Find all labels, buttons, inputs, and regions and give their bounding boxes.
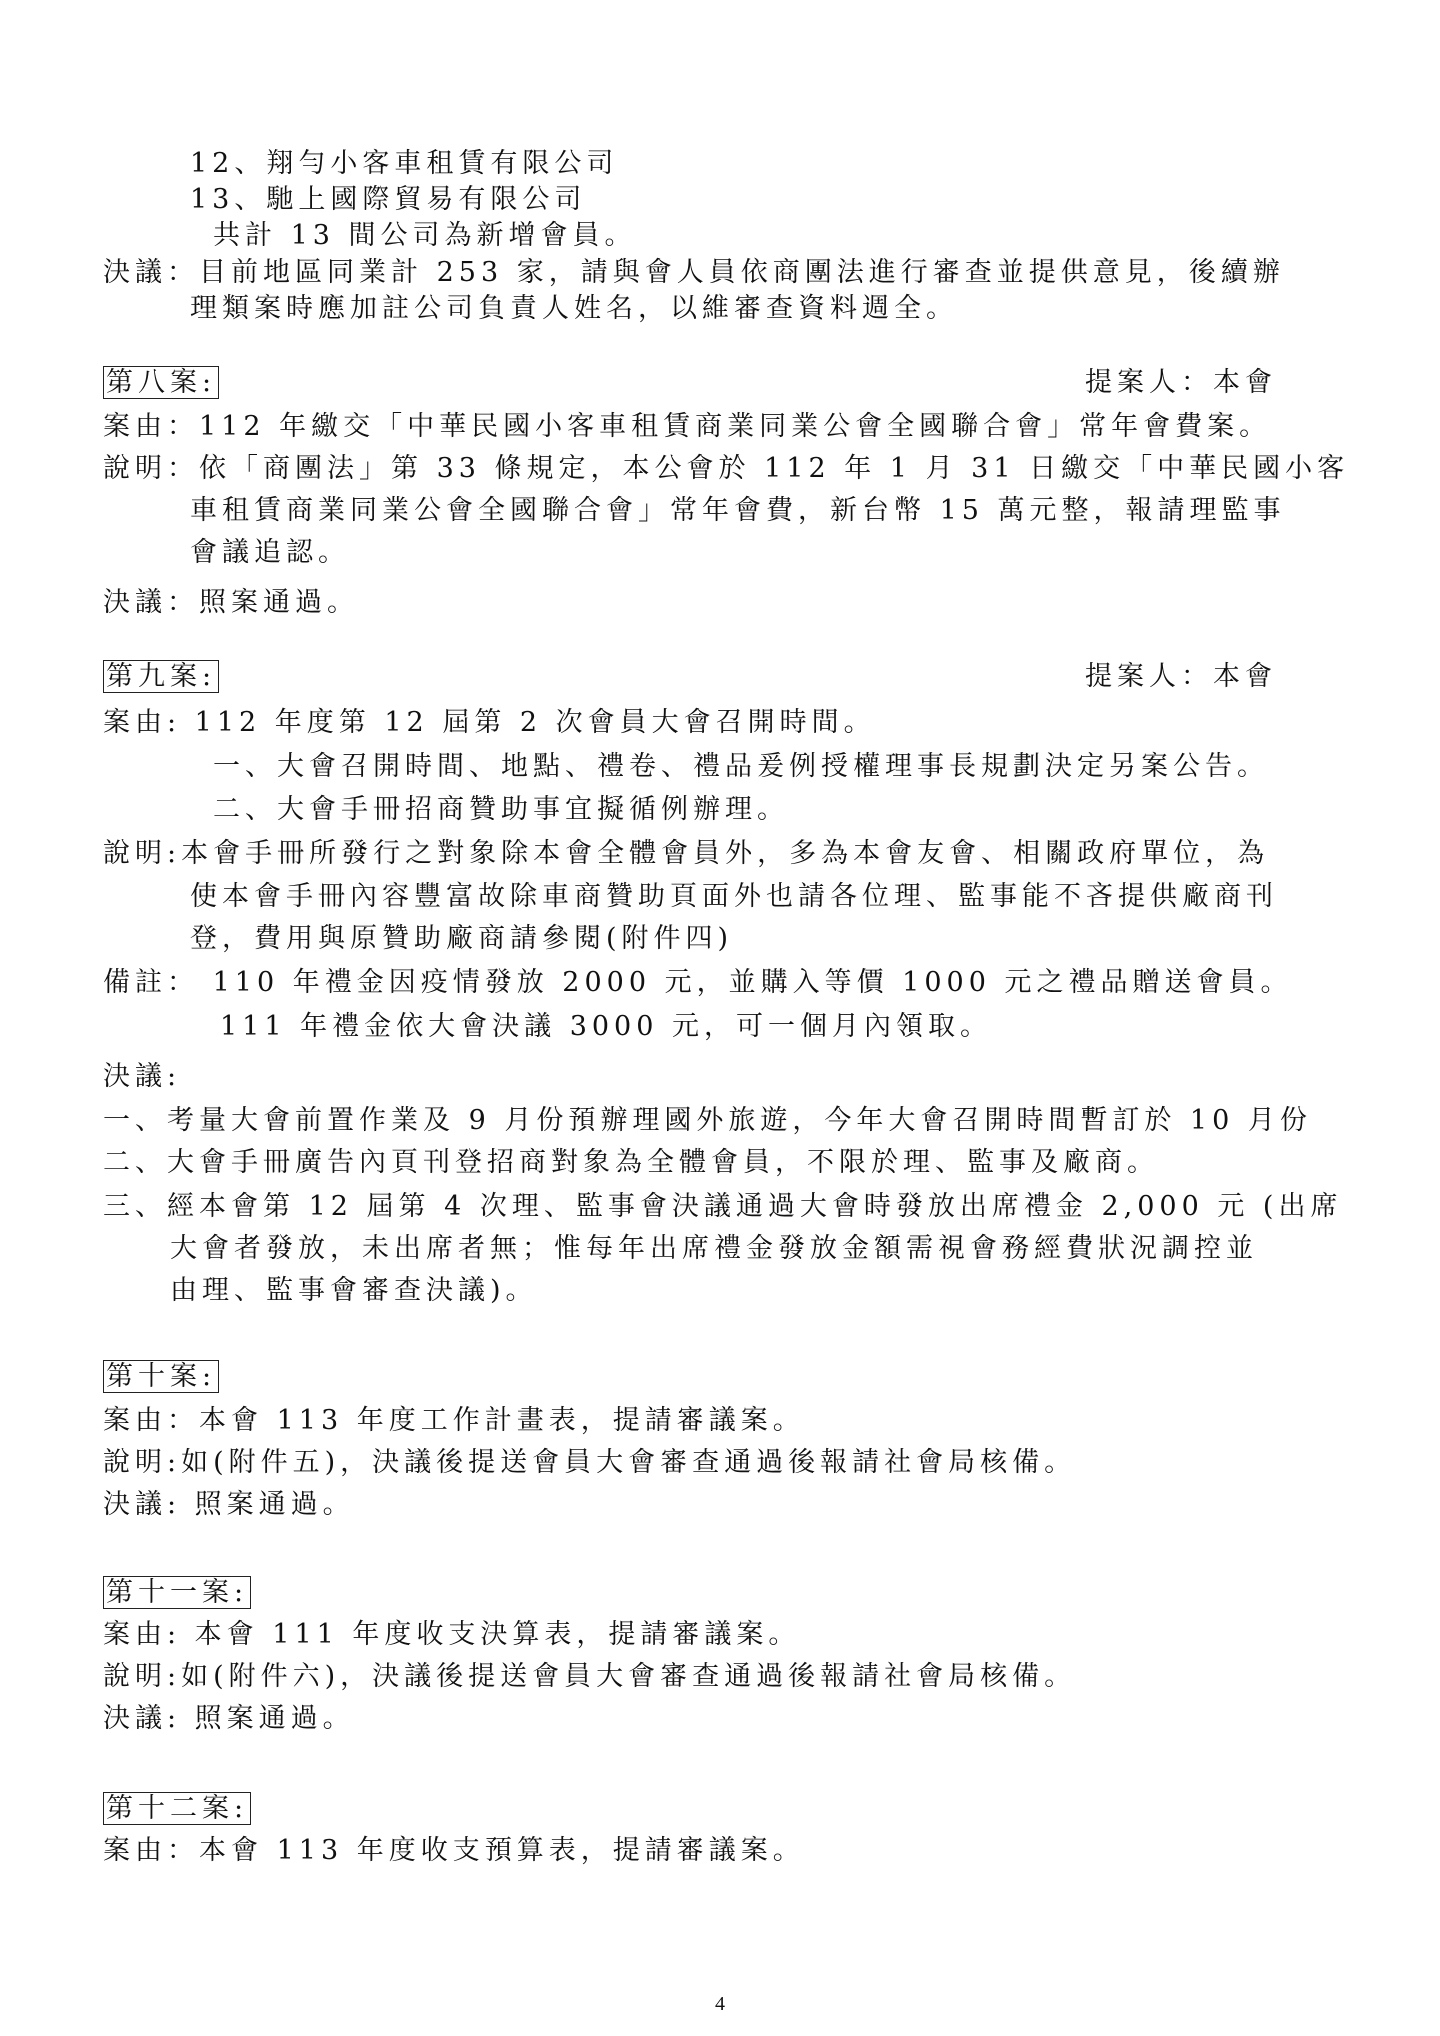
- text-line: 111 年禮金依大會決議 3000 元，可一個月內領取。: [220, 1011, 992, 1042]
- case-heading: 第十案:: [103, 1360, 219, 1393]
- case-heading: 第八案:: [103, 366, 219, 399]
- text-line: 會議追認。: [190, 537, 350, 568]
- text-line: 備註： 110 年禮金因疫情發放 2000 元，並購入等價 1000 元之禮品贈送會員。: [103, 967, 1293, 998]
- text-line: 二、大會手冊招商贊助事宜擬循例辦理。: [213, 794, 789, 825]
- text-line: 決議：照案通過。: [103, 587, 359, 618]
- text-line: 一、考量大會前置作業及 9 月份預辦理國外旅遊，今年大會召開時間暫訂於 10 月份: [103, 1105, 1312, 1136]
- text-line: 說明:本會手冊所發行之對象除本會全體會員外，多為本會友會、相關政府單位，為: [103, 838, 1270, 869]
- section-heading-line: [103, 660, 219, 694]
- case-heading: 第九案:: [103, 660, 219, 693]
- text-line: 使本會手冊內容豐富故除車商贊助頁面外也請各位理、監事能不吝提供廠商刊: [190, 881, 1278, 912]
- section-heading-line: [103, 1360, 219, 1394]
- text-line: 二、大會手冊廣告內頁刊登招商對象為全體會員，不限於理、監事及廠商。: [103, 1147, 1159, 1178]
- text-line: 說明：依「商團法」第 33 條規定，本公會於 112 年 1 月 31 日繳交「中華民國小客: [103, 453, 1350, 484]
- case-heading: 第十二案:: [103, 1792, 251, 1825]
- proposer-label: 提案人：本會: [1085, 367, 1277, 398]
- text-line: 理類案時應加註公司負責人姓名，以維審查資料週全。: [190, 293, 958, 324]
- proposer-label: 提案人：本會: [1085, 661, 1277, 692]
- text-line: 說明:如(附件五)，決議後提送會員大會審查通過後報請社會局核備。: [103, 1447, 1077, 1478]
- text-line: 登，費用與原贊助廠商請參閱(附件四): [190, 923, 734, 954]
- text-line: 一、大會召開時間、地點、禮卷、禮品爰例授權理事長規劃決定另案公告。: [213, 751, 1269, 782]
- text-line: 案由: 本會 111 年度收支決算表，提請審議案。: [103, 1619, 801, 1650]
- text-line: 12、翔勻小客車租賃有限公司: [190, 148, 619, 179]
- page-number: 4: [715, 1993, 725, 2015]
- text-line: 案由：本會 113 年度工作計畫表，提請審議案。: [103, 1405, 805, 1436]
- text-line: 大會者發放，未出席者無；惟每年出席禮金發放金額需視會務經費狀況調控並: [170, 1233, 1258, 1264]
- text-line: 決議:: [103, 1061, 182, 1092]
- text-line: 決議：目前地區同業計 253 家，請與會人員依商團法進行審查並提供意見，後續辦: [103, 257, 1285, 288]
- text-line: 案由：112 年繳交「中華民國小客車租賃商業同業公會全國聯合會」常年會費案。: [103, 411, 1272, 442]
- section-heading-line: [103, 366, 219, 400]
- text-line: 由理、監事會審查決議)。: [170, 1275, 538, 1306]
- text-line: 決議: 照案通過。: [103, 1703, 355, 1734]
- text-line: 三、經本會第 12 屆第 4 次理、監事會決議通過大會時發放出席禮金 2,000 元 (出席: [103, 1191, 1343, 1222]
- text-line: 車租賃商業同業公會全國聯合會」常年會費，新台幣 15 萬元整，報請理監事: [190, 495, 1286, 526]
- text-line: 案由: 112 年度第 12 屆第 2 次會員大會召開時間。: [103, 707, 876, 738]
- text-line: 說明:如(附件六)，決議後提送會員大會審查通過後報請社會局核備。: [103, 1661, 1077, 1692]
- text-line: 13、馳上國際貿易有限公司: [190, 184, 587, 215]
- section-heading-line: [103, 1792, 251, 1826]
- text-line: 共計 13 間公司為新增會員。: [213, 220, 637, 251]
- section-heading-line: [103, 1576, 251, 1610]
- text-line: 決議: 照案通過。: [103, 1489, 355, 1520]
- case-heading: 第十一案:: [103, 1576, 251, 1609]
- text-line: 案由：本會 113 年度收支預算表，提請審議案。: [103, 1835, 805, 1866]
